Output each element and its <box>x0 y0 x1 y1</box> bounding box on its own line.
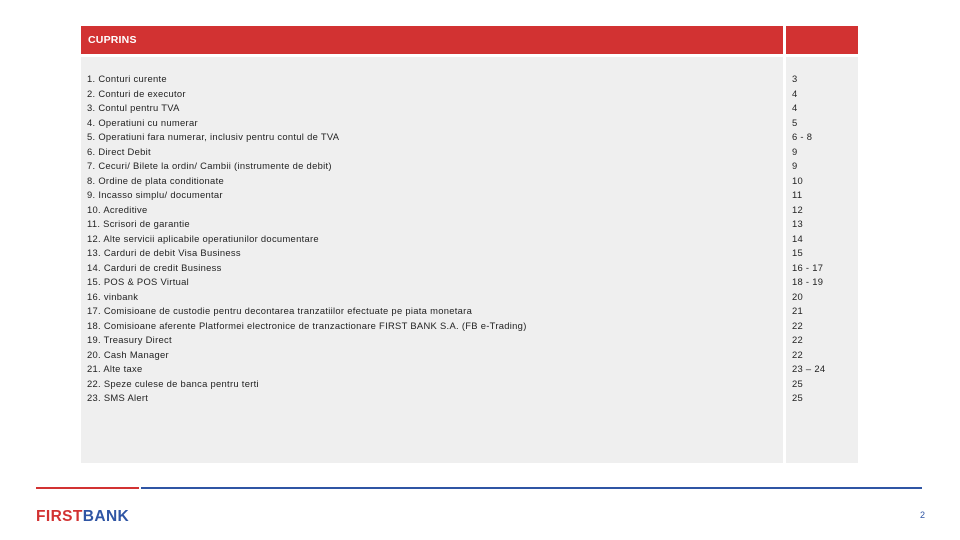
toc-entry-label: 23. SMS Alert <box>87 392 149 403</box>
toc-entry-page: 11 <box>792 189 803 200</box>
footer-rule-red <box>36 487 139 489</box>
toc-entry-label: 10. Acreditive <box>87 203 148 215</box>
toc-entry-label: 21. Alte taxe <box>87 363 143 374</box>
toc-entries-list <box>87 72 527 406</box>
toc-entry-page: 22 <box>792 348 804 360</box>
toc-entry-label: 11. Scrisori de garantie <box>87 218 190 229</box>
toc-entry-label: 2. Conturi de executor <box>87 87 186 99</box>
toc-entry-label: 16. vinbank <box>87 290 139 302</box>
toc-header-page-column <box>786 26 858 54</box>
toc-entry-page: 12 <box>792 203 804 215</box>
toc-entries-panel <box>81 57 783 463</box>
firstbank-logo <box>36 508 129 526</box>
toc-pages-panel <box>786 57 858 463</box>
toc-entry-page: 14 <box>792 232 804 244</box>
toc-entry-page: 15 <box>792 247 804 258</box>
toc-entry-label: 4. Operatiuni cu numerar <box>87 116 198 128</box>
toc-entry-page: 25 <box>792 392 804 403</box>
toc-entry-page: 4 <box>792 102 798 113</box>
toc-entry-page: 6 - 8 <box>792 131 813 142</box>
toc-entry-label: 3. Contul pentru TVA <box>87 102 180 113</box>
logo-bank-text: BANK <box>82 508 130 525</box>
toc-entry-label: 18. Comisioane aferente Platformei electronice de tranzactionare FIRST BANK S.A. (FB e-Trading) <box>87 319 527 331</box>
toc-header <box>81 26 783 54</box>
toc-entry-label: 5. Operatiuni fara numerar, inclusiv pentru contul de TVA <box>87 131 340 142</box>
toc-title: CUPRINS <box>88 34 137 46</box>
toc-entry-page: 13 <box>792 218 804 229</box>
toc-entry-label: 9. Incasso simplu/ documentar <box>87 189 223 200</box>
toc-entry-page: 21 <box>792 305 804 316</box>
toc-entry-page: 10 <box>792 174 804 186</box>
toc-entry-page: 25 <box>792 377 804 389</box>
toc-entry-page: 3 <box>792 73 798 84</box>
logo-first-text: FIRST <box>36 508 83 525</box>
toc-entry-page: 16 - 17 <box>792 261 824 273</box>
toc-entry-page: 22 <box>792 334 804 345</box>
page-number: 2 <box>919 510 925 520</box>
toc-entry-page: 9 <box>792 160 798 171</box>
toc-entry-page: 23 – 24 <box>792 363 826 374</box>
toc-entry-label: 19. Treasury Direct <box>87 334 172 345</box>
footer-rule-blue <box>141 487 922 489</box>
toc-entry-label: 14. Carduri de credit Business <box>87 261 222 273</box>
toc-entry-label: 1. Conturi curente <box>87 73 167 84</box>
toc-pages-list <box>792 72 825 406</box>
toc-entry-label: 22. Speze culese de banca pentru terti <box>87 377 259 389</box>
toc-entry-page: 5 <box>792 116 798 128</box>
toc-entry-page: 4 <box>792 87 798 99</box>
toc-entry-label: 17. Comisioane de custodie pentru decontarea tranzatiilor efectuate pe piata monetara <box>87 305 473 316</box>
toc-entry-label: 8. Ordine de plata conditionate <box>87 174 224 186</box>
toc-entry-label: 6. Direct Debit <box>87 145 151 157</box>
toc-entry-page: 18 - 19 <box>792 276 824 287</box>
toc-entry-label: 20. Cash Manager <box>87 348 169 360</box>
toc-entry-page: 9 <box>792 145 798 157</box>
toc-entry-label: 13. Carduri de debit Visa Business <box>87 247 241 258</box>
toc-entry-page: 20 <box>792 290 804 302</box>
toc-entry-label: 15. POS & POS Virtual <box>87 276 190 287</box>
toc-entry-page: 22 <box>792 319 804 331</box>
toc-entry-label: 7. Cecuri/ Bilete la ordin/ Cambii (instrumente de debit) <box>87 160 332 171</box>
toc-entry-label: 12. Alte servicii aplicabile operatiunilor documentare <box>87 232 319 244</box>
